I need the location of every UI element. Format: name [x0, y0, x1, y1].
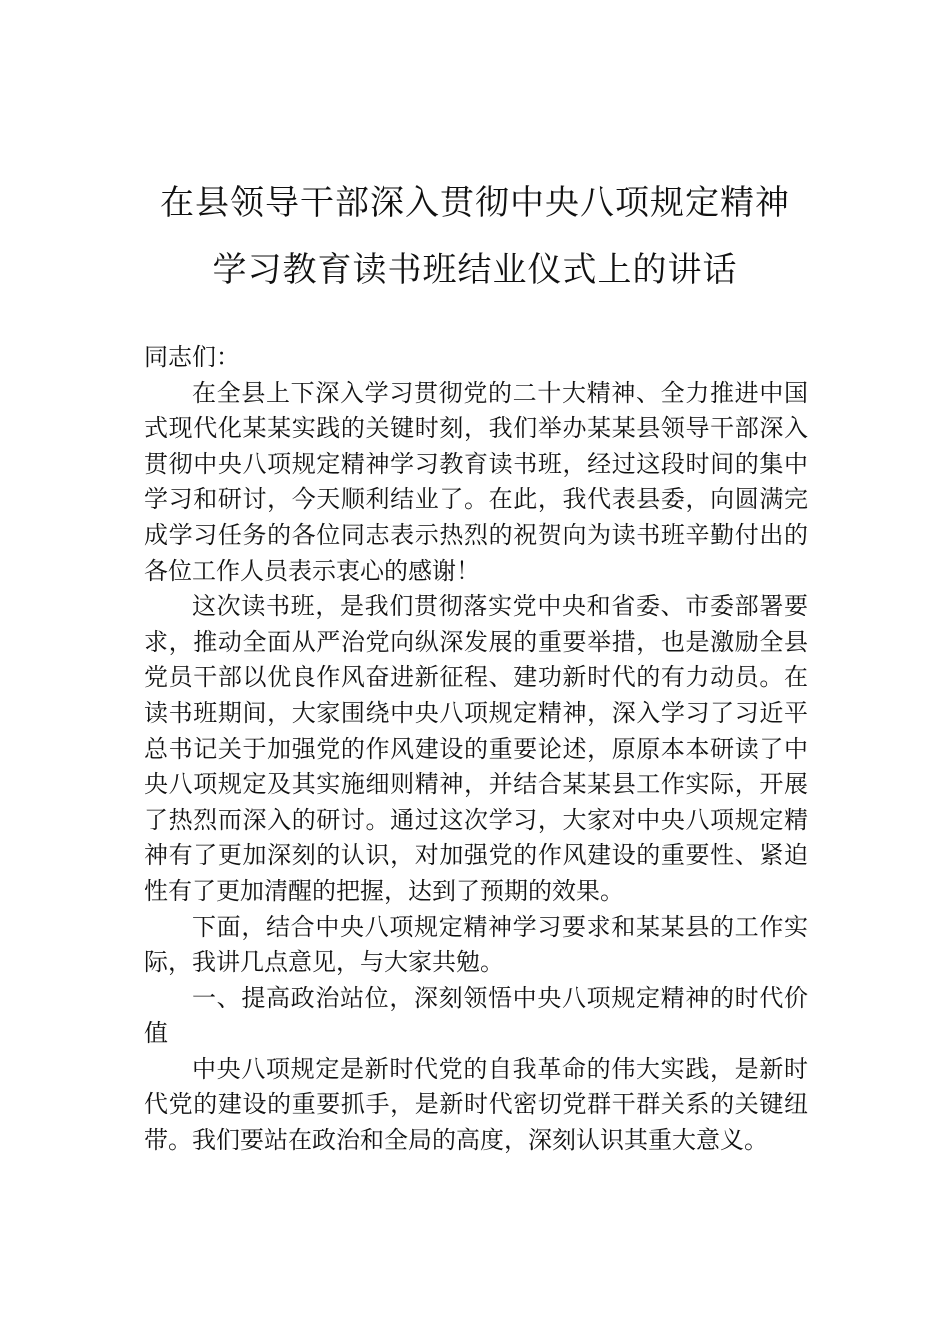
paragraph-2: 这次读书班，是我们贯彻落实党中央和省委、市委部署要求，推动全面从严治党向纵深发展的重要举措，也是激励全县党员干部以优良作风奋进新征程、建功新时代的有力动员。在读书班期间，大家围绕中央八项规定精神，深入学习了习近平总书记关于加强党的作风建设的重要论述，原原本本研读了中央八项规定及其实施细则精神，并结合某某县工作实际，开展了热烈而深入的研讨。通过这次学习，大家对中央八项规定精神有了更加深刻的认识，对加强党的作风建设的重要性、紧迫性有了更加清醒的把握，达到了预期的效果。 — [144, 592, 808, 905]
paragraph-3: 下面，结合中央八项规定精神学习要求和某某县的工作实际，我讲几点意见，与大家共勉。 — [144, 912, 808, 977]
section-heading-1: 一、提高政治站位，深刻领悟中央八项规定精神的时代价值 — [144, 983, 808, 1048]
document-body — [144, 340, 808, 1159]
document-title-line2: 学习教育读书班结业仪式上的讲话 — [212, 250, 738, 290]
document-title-line1: 在县领导干部深入贯彻中央八项规定精神 — [160, 183, 790, 223]
section-1-paragraph: 中央八项规定是新时代党的自我革命的伟大实践，是新时代党的建设的重要抓手，是新时代密切党群干群关系的关键纽带。我们要站在政治和全局的高度，深刻认识其重大意义。 — [144, 1054, 808, 1155]
paragraph-1: 在全县上下深入学习贯彻党的二十大精神、全力推进中国式现代化某某实践的关键时刻，我们举办某某县领导干部深入贯彻中央八项规定精神学习教育读书班，经过这段时间的集中学习和研讨，今天顺利结业了。在此，我代表县委，向圆满完成学习任务的各位同志表示热烈的祝贺向为读书班辛勤付出的各位工作人员表示衷心的感谢！ — [144, 378, 808, 585]
salutation: 同志们： — [144, 343, 240, 371]
